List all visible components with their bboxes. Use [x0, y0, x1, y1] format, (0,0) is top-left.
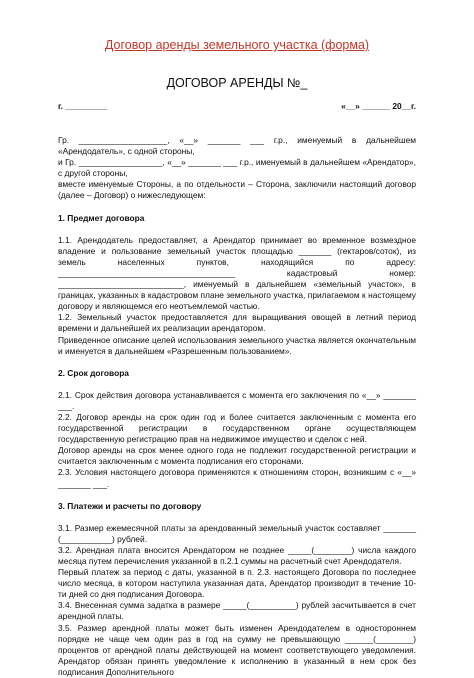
clause-2-3: 2.3. Условия настоящего договора применяются к отношениям сторон, возникшим с «__» _______ ___. — [58, 467, 416, 489]
clause-1-1: 1.1. Арендодатель предоставляет, а Арендатор принимает во временное возмездное владение и пользование земельный участок площадью _______ (гектаров/соток), из земель населенных пунктов, находящийся по адресу: ______________________________________ кадастровый номер: ___________________________, именуемый в дальнейшем «земельный участок», в границах, указанных в кадастровом плане земельного участка, прилагаемом к настоящему договору и являющемся его неотъемлемой частью. — [58, 234, 416, 312]
clause-3-5: 3.5. Размер арендной платы может быть изменен Арендодателем в одностороннем порядке не чаще чем один раз в год на сумму не превышающую ______(________) процентов от арендной платы действующей на момент соответствующего уведомления. Арендатор обязан принять уведомление к исполнению в указанный в нем срок без подписания Дополнительного — [58, 622, 416, 677]
party-lessee: и Гр. __________________, «__» _______ ___ г.р., именуемый в дальнейшем «Арендатор», с другой стороны, — [58, 157, 416, 179]
section-heading-term: 2. Срок договора — [58, 367, 129, 378]
clause-2-2: 2.2. Договор аренды на срок один год и более считается заключенным с момента его государственной регистрации в государственном органе осуществляющем государственную регистрацию прав на недвижимое имущество и сделок с ней. — [58, 411, 416, 445]
party-lessor: Гр. ___________________, «__» _______ ___ г.р., именуемый в дальнейшем «Арендодатель», с одной стороны, — [58, 135, 416, 157]
clause-3-3: Первый платеж за период с даты, указанной в п. 2.3. настоящего Договора по последнее число месяца, в котором наступила указанная дата, Арендатор производит в течение 10-ти дней со дня подписания Договора. — [58, 567, 416, 600]
parties-agreement: вместе именуемые Стороны, а по отдельности – Сторона, заключили настоящий договор (далее – Договор) о нижеследующем: — [58, 179, 416, 201]
clause-2-1: 2.1. Срок действия договора устанавливается с момента его заключения по «__» _______ ___. — [58, 389, 416, 411]
contract-title: ДОГОВОР АРЕНДЫ №_ — [166, 76, 308, 90]
section-heading-subject: 1. Предмет договора — [58, 212, 145, 223]
section-heading-payments: 3. Платежи и расчеты по договору — [58, 500, 202, 511]
document-form-link[interactable]: Договор аренды земельного участка (форма) — [104, 38, 370, 52]
clause-1-2: 1.2. Земельный участок предоставляется для выращивания овощей в летний период времени и дальнейшей их реализации арендатором. — [58, 312, 416, 334]
clause-3-1: 3.1. Размер ежемесячной платы за арендованный земельный участок составляет _______ (___________) рублей. — [58, 522, 416, 544]
clause-3-2: 3.2. Арендная плата вносится Арендатором не позднее _____(________) числа каждого месяца путем перечисления указанной в п.2.1 суммы на расчетный счет Арендодателя. — [58, 544, 416, 566]
clause-3-4: 3.4. Внесенная сумма задатка в размере _____(__________) рублей засчитывается в счет арендной платы. — [58, 600, 416, 622]
contract-city: г. _________ — [58, 101, 108, 111]
clause-2-2-cont: Договор аренды на срок менее одного года не подлежит государственной регистрации и считается заключенным с момента подписания его сторонами. — [58, 445, 416, 467]
contract-body — [58, 135, 416, 678]
contract-date: «__» ______ 20__г. — [341, 101, 416, 111]
clause-1-2-cont: Приведенное описание целей использования земельного участка является окончательным и именуется в дальнейшем «Разрешенным пользованием». — [58, 334, 416, 356]
